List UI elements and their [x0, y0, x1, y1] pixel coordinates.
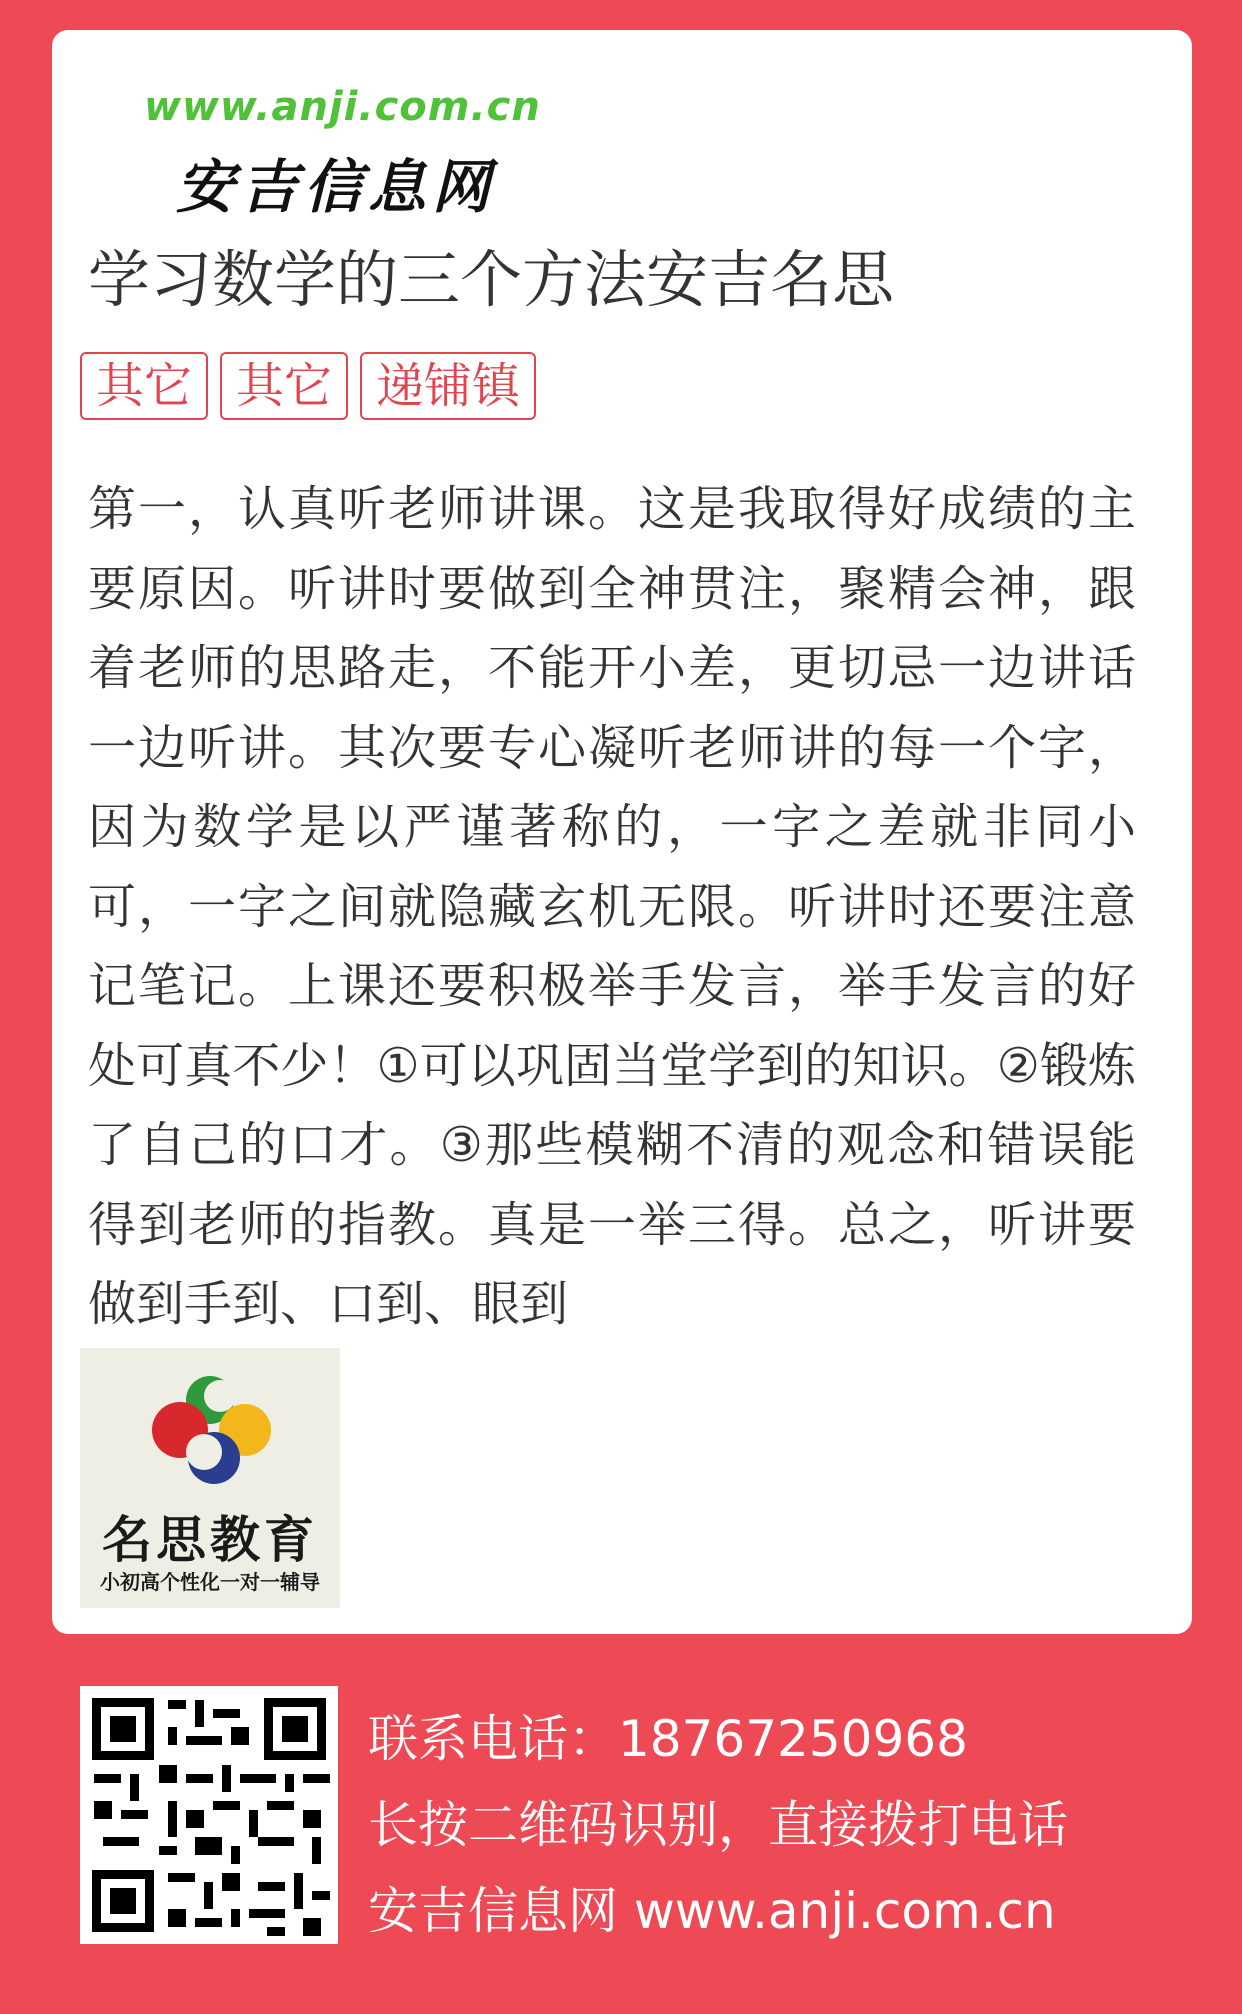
footer-contact-info: [368, 1696, 1068, 1954]
site-logo-name: 安吉信息网: [176, 153, 497, 221]
article-body: 第一，认真听老师讲课。这是我取得好成绩的主要原因。听讲时要做到全神贯注，聚精会神，跟着老师的思路走，不能开小差，更切忌一边讲话一边听讲。其次要专心凝听老师讲的每一个字，因为数学是以严谨著称的，一字之差就非同小可，一字之间就隐藏玄机无限。听讲时还要注意记笔记。上课还要积极举手发言，举手发言的好处可真不少！①可以巩固当堂学到的知识。②锻炼了自己的口才。③那些模糊不清的观念和错误能得到老师的指教。真是一举三得。总之，听讲要做到手到、口到、眼到: [88, 481, 1136, 1332]
edu-logo-emblem-icon: [80, 1348, 340, 1508]
edu-logo-slogan: 小初高个性化一对一辅导: [100, 1570, 320, 1594]
tag-location[interactable]: 递铺镇: [360, 352, 536, 420]
footer: [0, 1634, 1242, 2014]
tag-category-1[interactable]: 其它: [80, 352, 208, 420]
tag-category-2[interactable]: 其它: [220, 352, 348, 420]
site-logo-url: www.anji.com.cn: [144, 84, 541, 130]
qr-code-icon: [80, 1686, 338, 1944]
article-title: 学习数学的三个方法安吉名思: [88, 243, 895, 316]
site-logo[interactable]: [96, 74, 541, 224]
footer-site-link[interactable]: 安吉信息网 www.anji.com.cn: [368, 1882, 1056, 1940]
footer-phone[interactable]: 联系电话：18767250968: [368, 1710, 968, 1768]
edu-logo-brand: 名思教育: [102, 1510, 318, 1569]
edu-logo-image: [80, 1348, 340, 1608]
qr-code[interactable]: [80, 1686, 338, 1944]
article-card: [52, 30, 1192, 1634]
footer-qr-hint: 长按二维码识别，直接拨打电话: [368, 1796, 1068, 1854]
tag-list: [80, 352, 548, 420]
